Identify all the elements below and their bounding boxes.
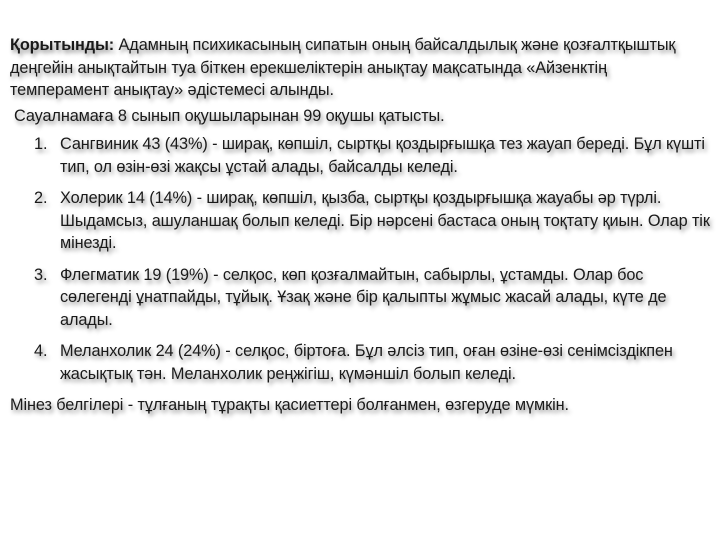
list-item-text: Меланхолик 24 (24%) - селқос, біртоға. Бұл әлсіз тип, оған өзіне-өзі сенімсіздікпен жасықтық тән. Меланхолик реңжігіш, күмәншіл болып келеді.: [60, 342, 673, 383]
intro-paragraph: [10, 34, 710, 102]
intro-text: Адамның психикасының сипатын оның байсалдылық және қозғалтқыштық деңгейін анықтайтын туа біткен ерекшеліктерін анықтау мақсатында «Айзенктің темперамент анықтау» әдістемесі алынды.: [10, 36, 676, 99]
list-item-text: Холерик 14 (14%) - ширақ, көпшіл, қызба, сыртқы қоздырғышқа жауабы әр түрлі. Шыдамсыз, ашуланшақ болып келеді. Бір нәрсені бастаса оның тоқтату қиын. Олар тік мінезді.: [60, 189, 710, 252]
list-item-number: 2.: [34, 189, 48, 207]
slide-text-body: [10, 34, 710, 417]
survey-line: Сауалнамаға 8 сынып оқушыларынан 99 оқушы қатысты.: [14, 106, 445, 125]
list-item-number: 4.: [34, 342, 48, 360]
closing-line: Мінез белгілері - тұлғаның тұрақты қасиеттері болғанмен, өзгеруде мүмкін.: [10, 396, 569, 414]
list-item-text: Флегматик 19 (19%) - селқос, көп қозғалмайтын, сабырлы, ұстамды. Олар бос сөлегенді ұнатпайды, тұйық. Ұзақ және бір қалыпты жұмыс жасай алады, күте де алады.: [60, 265, 667, 329]
conclusion-label: Қорытынды:: [10, 36, 115, 54]
list-item: [10, 187, 710, 255]
list-item: [10, 264, 710, 332]
list-item: [10, 133, 710, 178]
list-item: [10, 340, 710, 385]
temperament-list: [10, 133, 710, 385]
list-item-text: Сангвиник 43 (43%) - ширақ, көпшіл, сыртқы қоздырғышқа тез жауап береді. Бұл күшті тип, ол өзін-өзі жақсы ұстай алады, байсалды келеді.: [60, 135, 705, 176]
list-item-number: 3.: [34, 265, 48, 284]
list-item-number: 1.: [34, 135, 48, 153]
